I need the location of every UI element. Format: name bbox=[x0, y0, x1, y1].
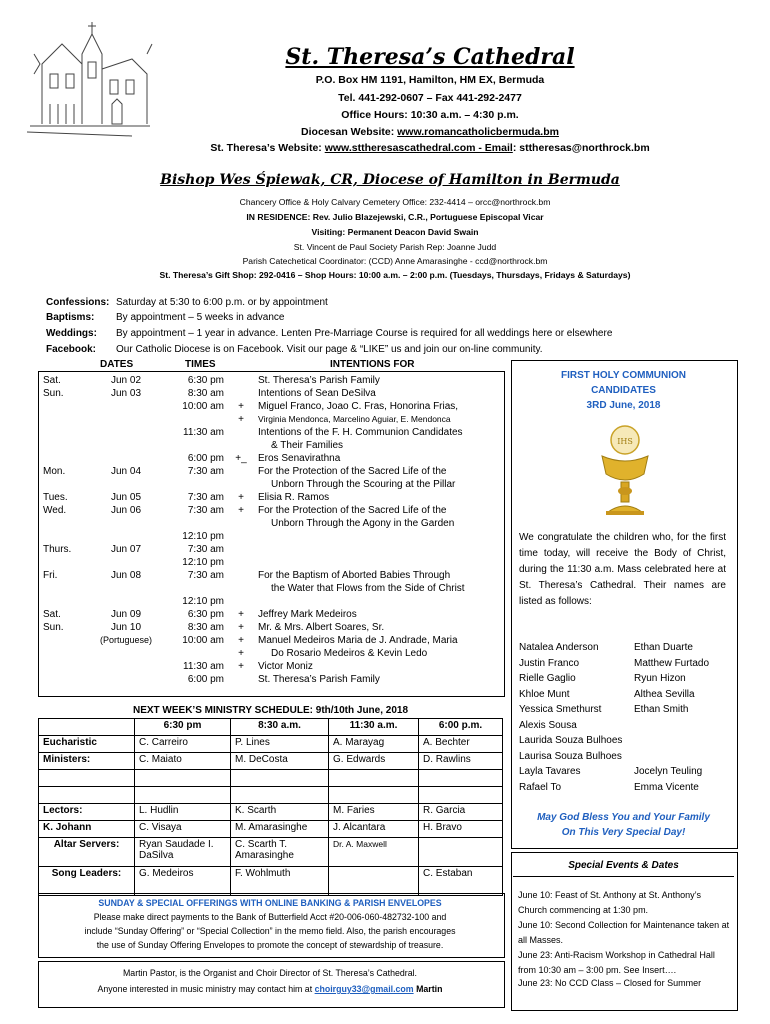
candidate-name: Althea Sevilla bbox=[634, 688, 695, 700]
ministry-role: K. Johann bbox=[39, 821, 135, 838]
schedule-mark bbox=[227, 426, 255, 439]
schedule-row bbox=[40, 374, 502, 387]
schedule-intention: the Water that Flows from the Side of Christ bbox=[271, 583, 465, 594]
phone: Tel. 441-292-0607 – Fax 441-292-2477 bbox=[338, 92, 522, 104]
ministry-cell bbox=[135, 787, 231, 804]
schedule-day: Wed. bbox=[43, 505, 67, 516]
candidate-name bbox=[634, 749, 734, 765]
ministry-cell: M. Faries bbox=[329, 804, 419, 821]
schedule-date bbox=[90, 556, 162, 569]
site-link[interactable]: www.sttheresascathedral.com - Email bbox=[324, 142, 513, 154]
candidate-name: Laurisa Souza Bulhoes bbox=[519, 750, 622, 762]
ministry-role: Lectors: bbox=[39, 804, 135, 821]
ministry-col-header: 11:30 a.m. bbox=[329, 719, 419, 736]
info-label: Baptisms: bbox=[46, 312, 95, 323]
schedule-day: Sun. bbox=[43, 622, 64, 633]
schedule-mark bbox=[227, 439, 255, 452]
ministry-row bbox=[39, 804, 503, 821]
schedule-time bbox=[162, 478, 227, 491]
info-baptisms bbox=[46, 312, 284, 323]
communion-title2: CANDIDATES bbox=[591, 385, 656, 396]
schedule-mark: + bbox=[238, 401, 244, 412]
schedule-date: Jun 09 bbox=[110, 609, 142, 620]
schedule-mark: + bbox=[238, 414, 244, 425]
schedule-time: 7:30 am bbox=[187, 570, 224, 581]
events-divider bbox=[513, 876, 734, 877]
communion-date: 3RD June, 2018 bbox=[586, 400, 661, 411]
ministry-role: Song Leaders: bbox=[39, 867, 135, 896]
schedule-intention: Jeffrey Mark Medeiros bbox=[258, 609, 357, 620]
ministry-cell bbox=[329, 867, 419, 896]
schedule-intention bbox=[255, 595, 502, 608]
schedule-intention: Unborn Through the Scouring at the Pillar bbox=[271, 479, 456, 490]
diocesan-website bbox=[150, 126, 710, 138]
schedule-time bbox=[162, 439, 227, 452]
schedule-date bbox=[90, 530, 162, 543]
schedule-row bbox=[40, 647, 502, 660]
schedule-row bbox=[40, 504, 502, 517]
schedule-mark: + bbox=[238, 635, 244, 646]
schedule-date: Jun 03 bbox=[110, 388, 142, 399]
ministry-row bbox=[39, 867, 503, 896]
schedule-row bbox=[40, 426, 502, 439]
cathedral-website bbox=[150, 142, 710, 154]
schedule-row bbox=[40, 660, 502, 673]
schedule-mark bbox=[227, 556, 255, 569]
ministry-cell bbox=[419, 770, 503, 787]
ministry-cell: M. DeCosta bbox=[231, 753, 329, 770]
candidate-name bbox=[634, 718, 734, 734]
offerings-line1: Please make direct payments to the Bank of Butterfield Acct #20-006-060-482732-100 and bbox=[93, 912, 447, 922]
schedule-date: Jun 10 bbox=[110, 622, 142, 633]
ministry-cell bbox=[419, 838, 503, 867]
schedule-date bbox=[90, 413, 162, 426]
schedule-intention: Mr. & Mrs. Albert Soares, Sr. bbox=[258, 622, 385, 633]
event-item: June 10: Second Collection for Maintenance taken at all Masses. bbox=[518, 920, 730, 945]
ministry-role bbox=[39, 770, 135, 787]
visiting-line: Visiting: Permanent Deacon David Swain bbox=[311, 227, 479, 237]
schedule-intention bbox=[255, 556, 502, 569]
schedule-day bbox=[40, 478, 90, 491]
info-label: Confessions: bbox=[46, 297, 110, 308]
schedule-intention: St. Theresa’s Parish Family bbox=[258, 375, 380, 386]
ministry-row bbox=[39, 838, 503, 867]
cathedral-sketch bbox=[22, 14, 154, 142]
ministry-header-row bbox=[39, 719, 503, 736]
schedule-date: Jun 02 bbox=[110, 375, 142, 386]
schedule-date bbox=[90, 595, 162, 608]
mass-schedule bbox=[40, 374, 502, 686]
schedule-day bbox=[40, 413, 90, 426]
schedule-row bbox=[40, 582, 502, 595]
schedule-time: 10:00 am bbox=[182, 401, 224, 412]
ministry-col-header: 6:00 p.m. bbox=[419, 719, 503, 736]
schedule-day bbox=[40, 556, 90, 569]
schedule-intention: Unborn Through the Agony in the Garden bbox=[271, 518, 455, 529]
gift-shop-line: St. Theresa’s Gift Shop: 292-0416 – Shop Hours: 10:00 a.m. – 2:00 p.m. (Tuesdays, Thursdays, Fridays & Saturdays) bbox=[159, 270, 631, 280]
candidate-name: Emma Vicente bbox=[634, 781, 699, 793]
schedule-date bbox=[90, 400, 162, 413]
candidate-name: Khloe Munt bbox=[519, 688, 570, 700]
offerings-line3: the use of Sunday Offering Envelopes to promote the concept of stewardship of treasure. bbox=[96, 940, 444, 950]
ministry-cell: C. Maiato bbox=[135, 753, 231, 770]
schedule-mark: + bbox=[238, 492, 244, 503]
schedule-mark bbox=[227, 673, 255, 686]
diocesan-label: Diocesan Website: bbox=[301, 126, 398, 138]
blessing-line1: May God Bless You and Your Family bbox=[537, 812, 710, 823]
ministry-cell bbox=[135, 770, 231, 787]
in-residence-line: IN RESIDENCE: Rev. Julio Blazejewski, C.R., Portuguese Episcopal Vicar bbox=[246, 212, 544, 222]
schedule-intention: Elisia R. Ramos bbox=[258, 492, 330, 503]
schedule-mark bbox=[227, 465, 255, 478]
ministry-cell: G. Medeiros bbox=[135, 867, 231, 896]
site-email: : sttheresas@northrock.bm bbox=[512, 142, 650, 154]
schedule-mark bbox=[227, 595, 255, 608]
candidate-name: Layla Tavares bbox=[519, 766, 581, 777]
schedule-row bbox=[40, 543, 502, 556]
ministry-cell: D. Rawlins bbox=[419, 753, 503, 770]
offerings-line2: include “Sunday Offering” or “Special Collection” in the memo field. Also, the parish encourages bbox=[84, 926, 456, 936]
schedule-mark bbox=[227, 517, 255, 530]
diocesan-link[interactable]: www.romancatholicbermuda.bm bbox=[397, 126, 559, 138]
col-intentions: INTENTIONS FOR bbox=[330, 359, 415, 370]
ministry-corner bbox=[39, 719, 135, 736]
office-hours: Office Hours: 10:30 a.m. – 4:30 p.m. bbox=[341, 109, 519, 121]
schedule-intention bbox=[255, 543, 502, 556]
schedule-day bbox=[40, 426, 90, 439]
ministry-cell: L. Hudlin bbox=[135, 804, 231, 821]
info-facebook bbox=[46, 344, 543, 355]
ministry-cell: M. Amarasinghe bbox=[231, 821, 329, 838]
schedule-date bbox=[90, 517, 162, 530]
schedule-time: 12:10 pm bbox=[182, 557, 224, 568]
schedule-day bbox=[40, 530, 90, 543]
schedule-intention: Do Rosario Medeiros & Kevin Ledo bbox=[271, 648, 428, 659]
ministry-cell: Dr. A. Maxwell bbox=[329, 838, 419, 867]
names-left-list bbox=[519, 640, 639, 795]
ministry-cell: J. Alcantara bbox=[329, 821, 419, 838]
schedule-date: Jun 07 bbox=[110, 544, 142, 555]
bishop-heading: Bishop Wes Śpiewak, CR, Diocese of Hamilton in Bermuda bbox=[160, 172, 620, 188]
candidate-name: Rafael To bbox=[519, 781, 562, 793]
ministry-row bbox=[39, 770, 503, 787]
candidate-name: Rielle Gaglio bbox=[519, 673, 576, 684]
ministry-cell: P. Lines bbox=[231, 736, 329, 753]
ministry-cell bbox=[231, 787, 329, 804]
schedule-mark: + bbox=[238, 505, 244, 516]
ministry-row bbox=[39, 753, 503, 770]
candidate-name: Natalea Anderson bbox=[519, 642, 599, 653]
schedule-time: 12:10 pm bbox=[182, 531, 224, 542]
info-text: Saturday at 5:30 to 6:00 p.m. or by appointment bbox=[116, 297, 328, 308]
ministry-cell: A. Marayag bbox=[329, 736, 419, 753]
site-label: St. Theresa’s Website: bbox=[210, 142, 325, 154]
schedule-row bbox=[40, 465, 502, 478]
schedule-row bbox=[40, 569, 502, 582]
schedule-mark bbox=[227, 582, 255, 595]
schedule-time: 11:30 am bbox=[183, 427, 224, 438]
music-line1: Martin Pastor, is the Organist and Choir Director of St. Theresa’s Cathedral. bbox=[122, 968, 417, 978]
schedule-date bbox=[90, 647, 162, 660]
music-line2 bbox=[40, 984, 500, 994]
schedule-row bbox=[40, 387, 502, 400]
svg-text:IHS: IHS bbox=[617, 437, 633, 446]
schedule-day bbox=[40, 517, 90, 530]
names-right-list bbox=[634, 640, 734, 795]
page-title: St. Theresa’s Cathedral bbox=[285, 44, 575, 70]
schedule-mark bbox=[227, 530, 255, 543]
info-label: Weddings: bbox=[46, 328, 97, 339]
ministry-cell bbox=[329, 787, 419, 804]
schedule-intention: St. Theresa’s Parish Family bbox=[258, 674, 380, 685]
schedule-day bbox=[40, 647, 90, 660]
schedule-row bbox=[40, 517, 502, 530]
info-confessions bbox=[46, 297, 328, 308]
ministry-cell: R. Garcia bbox=[419, 804, 503, 821]
music-email-link[interactable]: choirguy33@gmail.com bbox=[314, 984, 414, 994]
schedule-time: 7:30 am bbox=[187, 466, 224, 477]
col-dates: DATES bbox=[100, 359, 134, 370]
schedule-time: 7:30 am bbox=[187, 505, 224, 516]
address: P.O. Box HM 1191, Hamilton, HM EX, Bermuda bbox=[315, 74, 545, 86]
schedule-day: Mon. bbox=[43, 466, 66, 477]
schedule-time: 8:30 am bbox=[187, 388, 224, 399]
schedule-date bbox=[90, 439, 162, 452]
schedule-intention: Virginia Mendonca, Marcelino Aguiar, E. Mendonca bbox=[258, 414, 451, 424]
svdp-line: St. Vincent de Paul Society Parish Rep: Joanne Judd bbox=[293, 242, 497, 252]
blessing-line2: On This Very Special Day! bbox=[561, 827, 686, 838]
schedule-time: 6:00 pm bbox=[187, 674, 224, 685]
ministry-cell: C. Carreiro bbox=[135, 736, 231, 753]
schedule-date bbox=[90, 673, 162, 686]
schedule-row bbox=[40, 556, 502, 569]
schedule-mark: + bbox=[238, 661, 244, 672]
schedule-intention: For the Protection of the Sacred Life of the bbox=[258, 466, 447, 477]
events-title: Special Events & Dates bbox=[568, 860, 679, 871]
ministry-role bbox=[39, 787, 135, 804]
schedule-time: 7:30 am bbox=[187, 492, 224, 503]
schedule-intention: Intentions of the F. H. Communion Candidates bbox=[258, 427, 463, 438]
schedule-mark bbox=[227, 543, 255, 556]
schedule-intention: For the Protection of the Sacred Life of the bbox=[258, 505, 447, 516]
schedule-time: 6:30 pm bbox=[187, 609, 224, 620]
schedule-mark bbox=[227, 478, 255, 491]
candidate-name: Ryun Hizon bbox=[634, 673, 686, 684]
ministry-cell bbox=[419, 787, 503, 804]
ministry-cell: H. Bravo bbox=[419, 821, 503, 838]
schedule-day: Tues. bbox=[43, 492, 68, 503]
schedule-date: Jun 04 bbox=[110, 466, 142, 477]
info-text: By appointment – 5 weeks in advance bbox=[116, 312, 285, 323]
schedule-time: 6:00 pm bbox=[187, 453, 224, 464]
schedule-row bbox=[40, 634, 502, 647]
schedule-date: Jun 06 bbox=[110, 505, 142, 516]
schedule-date bbox=[90, 452, 162, 465]
music-text: Anyone interested in music ministry may contact him at bbox=[97, 984, 315, 994]
schedule-time bbox=[162, 647, 227, 660]
candidate-name: Matthew Furtado bbox=[634, 657, 710, 669]
schedule-mark bbox=[227, 374, 255, 387]
communion-title1: FIRST HOLY COMMUNION bbox=[560, 370, 686, 381]
schedule-time: 10:00 am bbox=[182, 635, 224, 646]
chalice-icon bbox=[580, 422, 670, 522]
schedule-intention: Manuel Medeiros Maria de J. Andrade, Maria bbox=[258, 635, 458, 646]
candidate-name: Yessica Smethurst bbox=[519, 704, 602, 715]
schedule-day: Thurs. bbox=[43, 544, 72, 555]
ministry-cell: C. Estaban bbox=[419, 867, 503, 896]
ministry-row bbox=[39, 736, 503, 753]
schedule-row bbox=[40, 439, 502, 452]
ccd-line: Parish Catechetical Coordinator: (CCD) Anne Amarasinghe - ccd@northrock.bm bbox=[242, 256, 548, 266]
schedule-intention: Victor Moniz bbox=[258, 661, 313, 672]
ministry-role: Altar Servers: bbox=[39, 838, 135, 867]
schedule-row bbox=[40, 491, 502, 504]
ministry-col-header: 8:30 a.m. bbox=[231, 719, 329, 736]
ministry-col-header: 6:30 pm bbox=[135, 719, 231, 736]
schedule-row bbox=[40, 530, 502, 543]
ministry-cell: Ryan Saudade I. DaSilva bbox=[135, 838, 231, 867]
schedule-mark bbox=[227, 387, 255, 400]
schedule-mark: + bbox=[238, 609, 244, 620]
schedule-day bbox=[40, 400, 90, 413]
candidate-name: Alexis Sousa bbox=[519, 719, 577, 731]
schedule-intention: & Their Families bbox=[271, 440, 344, 451]
ministry-row bbox=[39, 787, 503, 804]
schedule-time: 12:10 pm bbox=[182, 596, 224, 607]
schedule-date bbox=[90, 582, 162, 595]
schedule-day: Sun. bbox=[43, 388, 64, 399]
schedule-day bbox=[40, 582, 90, 595]
candidate-name: Jocelyn Teuling bbox=[634, 766, 703, 777]
schedule-time: 11:30 am bbox=[183, 661, 224, 672]
ministry-cell: A. Bechter bbox=[419, 736, 503, 753]
schedule-intention: Intentions of Sean DeSilva bbox=[258, 388, 376, 399]
event-item: June 23: Anti-Racism Workshop in Cathedral Hall from 10:30 am – 3:00 pm. See Insert…. bbox=[518, 950, 715, 975]
schedule-row bbox=[40, 595, 502, 608]
schedule-day bbox=[40, 439, 90, 452]
schedule-time bbox=[162, 517, 227, 530]
communion-body: We congratulate the children who, for the first time today, will receive the Body of Christ, during the 11:30 a.m. Mass celebrated here at St. Theresa’s Cathedral. Their names are listed as follows: bbox=[519, 532, 726, 607]
schedule-day bbox=[40, 660, 90, 673]
ministry-cell: C. Visaya bbox=[135, 821, 231, 838]
schedule-date: Jun 08 bbox=[110, 570, 142, 581]
schedule-mark: + bbox=[238, 622, 244, 633]
info-label: Facebook: bbox=[46, 344, 97, 355]
schedule-intention: Eros Senavirathna bbox=[258, 453, 341, 464]
info-text: By appointment – 1 year in advance. Lenten Pre-Marriage Course is required for all weddings here or elsewhere bbox=[116, 328, 613, 339]
schedule-time: 8:30 am bbox=[187, 622, 224, 633]
schedule-intention: For the Baptism of Aborted Babies Through bbox=[258, 570, 451, 581]
schedule-time bbox=[162, 413, 227, 426]
candidate-name bbox=[634, 733, 734, 749]
ministry-cell: C. Scarth T. Amarasinghe bbox=[231, 838, 329, 867]
schedule-time: 6:30 pm bbox=[187, 375, 224, 386]
schedule-day: Fri. bbox=[43, 570, 58, 581]
schedule-day bbox=[40, 673, 90, 686]
schedule-row bbox=[40, 400, 502, 413]
ministry-role: Eucharistic bbox=[39, 736, 135, 753]
schedule-mark bbox=[227, 569, 255, 582]
schedule-row bbox=[40, 452, 502, 465]
schedule-day bbox=[40, 452, 90, 465]
col-times: TIMES bbox=[185, 359, 216, 370]
info-text: Our Catholic Diocese is on Facebook. Visit our page & “LIKE” us and join our on-line community. bbox=[116, 344, 543, 355]
ministry-role: Ministers: bbox=[39, 753, 135, 770]
schedule-time bbox=[162, 582, 227, 595]
event-item: June 23: No CCD Class – Closed for Summer bbox=[518, 978, 702, 988]
ministry-table bbox=[38, 718, 503, 896]
schedule-row bbox=[40, 478, 502, 491]
schedule-row bbox=[40, 673, 502, 686]
event-item: June 10: Feast of St. Anthony at St. Anthony’s Church commencing at 1:30 pm. bbox=[518, 890, 701, 915]
schedule-day bbox=[40, 595, 90, 608]
candidate-name: Ethan Duarte bbox=[634, 642, 693, 653]
schedule-row bbox=[40, 413, 502, 426]
music-name: Martin bbox=[413, 984, 443, 994]
candidate-name: Justin Franco bbox=[519, 657, 580, 669]
ministry-cell bbox=[329, 770, 419, 787]
schedule-intention: Miguel Franco, Joao C. Fras, Honorina Frias, bbox=[258, 401, 459, 412]
schedule-day: Sat. bbox=[43, 375, 61, 386]
candidate-name: Laurida Souza Bulhoes bbox=[519, 735, 623, 746]
schedule-mark: + bbox=[238, 648, 244, 659]
schedule-date: (Portuguese) bbox=[99, 635, 153, 645]
ministry-title: NEXT WEEK’S MINISTRY SCHEDULE: 9th/10th June, 2018 bbox=[132, 705, 409, 716]
chancery-line: Chancery Office & Holy Calvary Cemetery Office: 232-4414 – orcc@northrock.bm bbox=[239, 197, 551, 207]
schedule-time: 7:30 am bbox=[187, 544, 224, 555]
schedule-date bbox=[90, 478, 162, 491]
schedule-day bbox=[40, 634, 90, 647]
schedule-row bbox=[40, 621, 502, 634]
schedule-mark: +_ bbox=[235, 453, 247, 464]
schedule-day: Sat. bbox=[43, 609, 61, 620]
ministry-cell: G. Edwards bbox=[329, 753, 419, 770]
info-weddings bbox=[46, 328, 612, 339]
ministry-cell: F. Wohlmuth bbox=[231, 867, 329, 896]
schedule-row bbox=[40, 608, 502, 621]
schedule-date: Jun 05 bbox=[110, 492, 142, 503]
schedule-intention bbox=[255, 530, 502, 543]
schedule-date bbox=[90, 426, 162, 439]
ministry-row bbox=[39, 821, 503, 838]
candidate-name: Ethan Smith bbox=[634, 704, 689, 715]
ministry-cell: K. Scarth bbox=[231, 804, 329, 821]
schedule-date bbox=[90, 660, 162, 673]
ministry-cell bbox=[231, 770, 329, 787]
offerings-title: SUNDAY & SPECIAL OFFERINGS WITH ONLINE BANKING & PARISH ENVELOPES bbox=[98, 898, 442, 908]
